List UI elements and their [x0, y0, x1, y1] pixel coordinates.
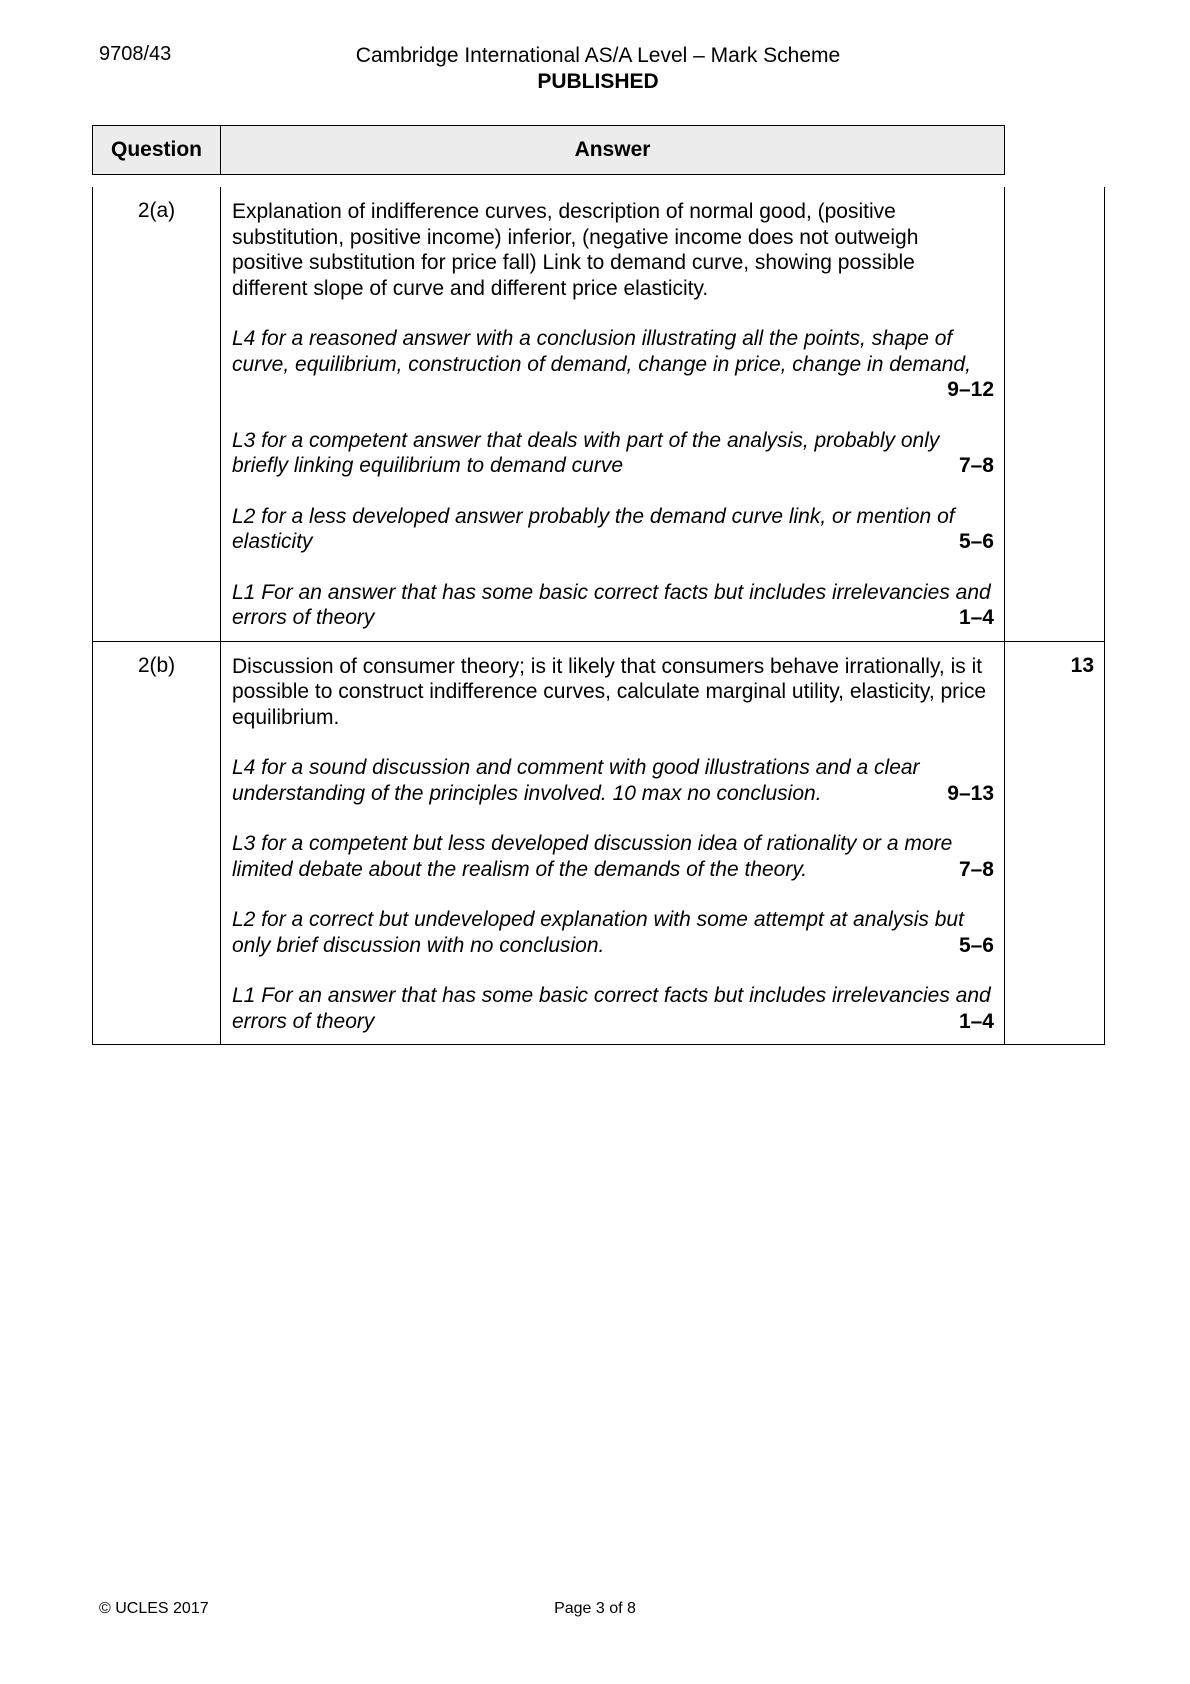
level-mark: 5–6 — [958, 933, 994, 957]
answer-intro: Discussion of consumer theory; is it likely that consumers behave irrationally, is it possible to construct indifference curves, calculate marginal utility, elasticity, price equilibrium. — [232, 654, 987, 729]
document-header — [0, 43, 1190, 95]
level-mark: 9–13 — [947, 781, 994, 805]
question-number: 2(b) — [93, 642, 221, 1045]
document-subtitle: PUBLISHED — [537, 70, 659, 93]
level-descriptor — [232, 831, 994, 882]
level-descriptor — [232, 755, 994, 806]
level-text: L4 for a sound discussion and comment with good illustrations and a clear understanding of the principles involved. 10 max no conclusion. — [232, 756, 920, 805]
page-number: Page 3 of 8 — [554, 1600, 636, 1617]
level-text: L3 for a competent but less developed discussion idea of rationality or a more limited debate about the realism of the demands of the theory. — [232, 832, 953, 881]
level-mark: 1–4 — [958, 606, 994, 629]
level-descriptor — [232, 504, 994, 555]
marks-cell: 13 — [1004, 642, 1104, 1045]
table-header-row — [92, 125, 1005, 175]
level-text: L2 for a less developed answer probably the demand curve link, or mention of elasticity — [232, 504, 955, 553]
table-row — [92, 187, 1105, 642]
document-title: Cambridge International AS/A Level – Mark Scheme — [355, 44, 841, 67]
level-descriptor — [232, 580, 994, 631]
level-mark: 1–4 — [958, 1009, 994, 1033]
answer-intro: Explanation of indifference curves, description of normal good, (positive substitution, positive income) inferior, (negative income does not outweigh positive substitution for price fall) Link to demand curve, showing possible different slope of curve and different price elasticity. — [232, 200, 919, 300]
level-text: L4 for a reasoned answer with a conclusion illustrating all the points, shape of curve, equilibrium, construction of demand, change in price, change in demand, — [232, 327, 971, 376]
question-number: 2(a) — [93, 187, 221, 641]
level-mark: 5–6 — [958, 530, 994, 553]
level-mark: 7–8 — [958, 454, 994, 477]
mark-scheme-table — [92, 125, 1105, 1045]
level-text: L2 for a correct but undeveloped explanation with some attempt at analysis but only brief discussion with no conclusion. — [232, 908, 964, 957]
level-mark: 7–8 — [958, 857, 994, 881]
level-text: L1 For an answer that has some basic correct facts but includes irrelevancies and errors of theory — [232, 984, 991, 1033]
level-text: L3 for a competent answer that deals with part of the analysis, probably only briefly linking equilibrium to demand curve — [232, 428, 940, 477]
level-descriptor — [232, 983, 994, 1034]
column-header-question: Question — [93, 126, 221, 174]
level-text: L1 For an answer that has some basic correct facts but includes irrelevancies and errors of theory — [232, 580, 991, 629]
syllabus-code: 9708/43 — [99, 43, 172, 65]
level-mark: 9–12 — [947, 378, 994, 401]
answer-cell — [221, 187, 1004, 641]
marks-cell — [1004, 187, 1104, 641]
level-descriptor — [232, 428, 994, 479]
table-row — [92, 642, 1105, 1046]
answer-cell — [221, 642, 1004, 1045]
copyright-notice: © UCLES 2017 — [99, 1600, 209, 1617]
level-descriptor — [232, 326, 994, 403]
column-header-answer: Answer — [574, 138, 651, 161]
level-descriptor — [232, 907, 994, 958]
